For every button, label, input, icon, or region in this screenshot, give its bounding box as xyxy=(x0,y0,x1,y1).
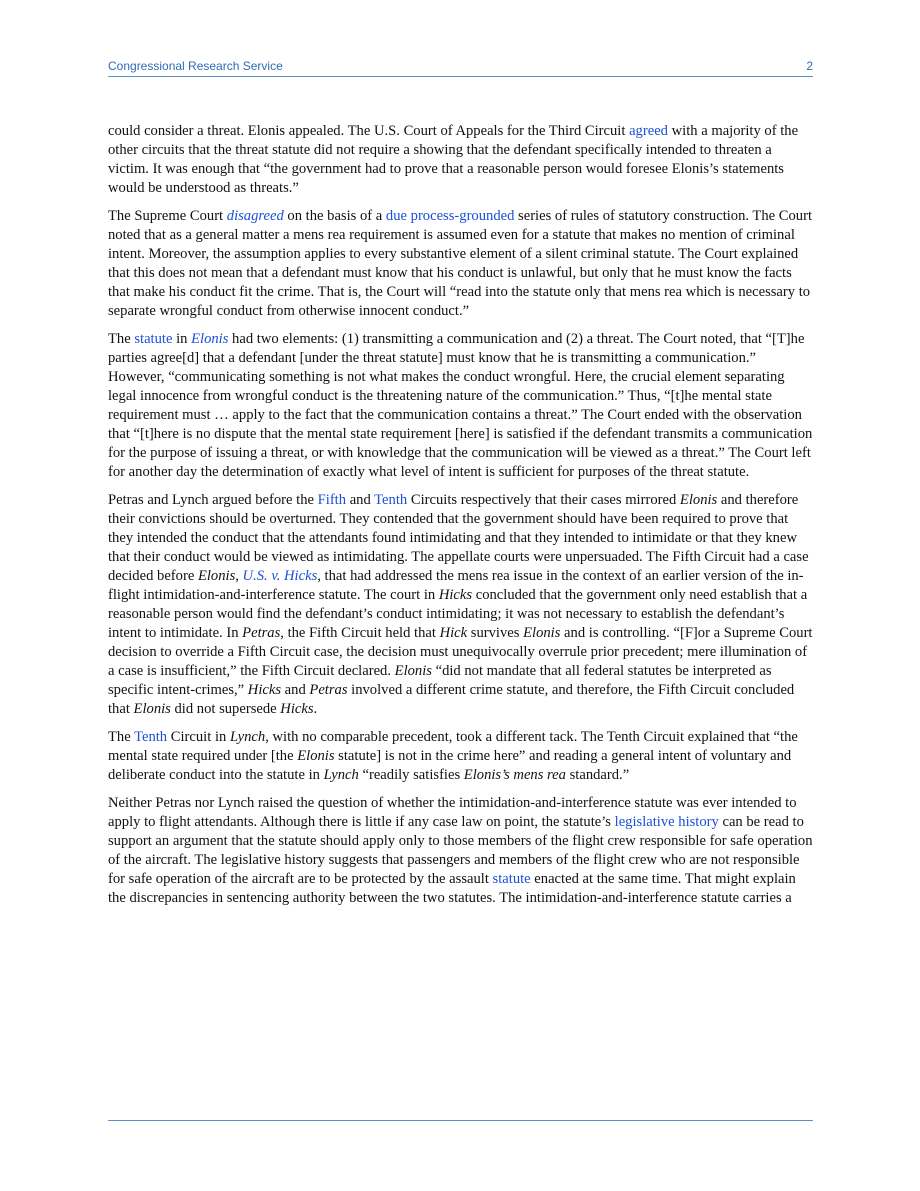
link-fifth-circuit[interactable]: Fifth xyxy=(317,492,347,508)
document-body xyxy=(108,122,814,917)
paragraph-2: The Supreme Court disagreed on the basis of a due process-grounded series of rules of statutory construction. The Court noted that as a general matter a mens rea requirement is assumed even for a statute that makes no mention of criminal intent. Moreover, the assumption applies to every substantive element of a silent criminal statute. The Court explained that this does not mean that a defendant must know that his conduct is unlawful, but only that he must know the facts that make his conduct fit the crime. That is, the Court will “read into the statute only that mens rea which is necessary to separate wrongful conduct from otherwise innocent conduct.” xyxy=(108,208,813,319)
link-disagreed[interactable]: disagreed xyxy=(226,208,284,224)
page-header xyxy=(108,56,813,77)
link-agreed[interactable]: agreed xyxy=(629,123,668,139)
link-tenth-circuit-2[interactable]: Tenth xyxy=(134,729,168,745)
link-legislative-history[interactable]: legislative history xyxy=(614,814,719,830)
paragraph-3: The statute in Elonis had two elements: (1) transmitting a communication and (2) a threat. The Court noted, that “[T]he parties agree[d] that a defendant [under the threat statute] must know that he is transmitting a communication.” However, “communicating something is not what makes the conduct wrongful. Here, the crucial element separating legal innocence from wrongful conduct is the threatening nature of the communication.” Thus, “[t]he mental state requirement must … apply to the fact that the communication contains a threat.” The Court ended with the observation that “[t]here is no dispute that the mental state requirement [here] is satisfied if the defendant transmits a communication for the purpose of issuing a threat, or with knowledge that the communication will be viewed as a threat.” The Court left for another day the determination of exactly what level of intent is sufficient for purposes of the threat statute. xyxy=(108,331,813,480)
paragraph-1: could consider a threat. Elonis appealed. The U.S. Court of Appeals for the Third Circuit agreed with a majority of the other circuits that the threat statute did not require a showing that the defendant specifically intended to threaten a victim. It was enough that “the government had to prove that a reasonable person would foresee Elonis’s statements would be understood as threats.” xyxy=(108,123,799,196)
link-elonis[interactable]: Elonis xyxy=(191,331,229,347)
paragraph-4: Petras and Lynch argued before the Fifth and Tenth Circuits respectively that their cases mirrored Elonis and therefore their convictions should be overturned. They contended that the government should have been required to prove that they intended the conduct that the attendants found intimidating and that they intended to intimidate or that they knew that their conduct would be viewed as intimidating. The appellate courts were unpersuaded. The Fifth Circuit had a case decided before Elonis, U.S. v. Hicks, that had addressed the mens rea issue in the context of an earlier version of the in-flight intimidation-and-interference statute. The court in Hicks concluded that the government only need establish that a reasonable person would find the defendant’s conduct intimidating; it was not necessary to establish the defendant’s intent to intimidate. In Petras, the Fifth Circuit held that Hick survives Elonis and is controlling. “[F]or a Supreme Court decision to override a Fifth Circuit case, the decision must unequivocally overrule prior precedent; mere illumination of a case is insufficient,” the Fifth Circuit declared. Elonis “did not mandate that all federal statutes be interpreted as specific intent-crimes,” Hicks and Petras involved a different crime statute, and therefore, the Fifth Circuit concluded that Elonis did not supersede Hicks. xyxy=(108,492,813,717)
paragraph-6: Neither Petras nor Lynch raised the question of whether the intimidation-and-interference statute was ever intended to apply to flight attendants. Although there is little if any case law on point, the statute’s legislative history can be read to support an argument that the statute should apply only to those members of the flight crew responsible for safe operation of the aircraft. The legislative history suggests that passengers and members of the flight crew who are not responsible for safe operation of the aircraft are to be protected by the assault statute enacted at the same time. That might explain the discrepancies in sentencing authority between the two statutes. The intimidation-and-interference statute carries a xyxy=(108,795,813,906)
link-statute[interactable]: statute xyxy=(134,331,173,347)
page-number: 2 xyxy=(806,59,813,73)
link-tenth-circuit[interactable]: Tenth xyxy=(374,492,408,508)
footer-divider xyxy=(108,1120,813,1121)
link-us-v-hicks[interactable]: U.S. v. Hicks xyxy=(242,568,318,584)
paragraph-5: The Tenth Circuit in Lynch, with no comparable precedent, took a different tack. The Tenth Circuit explained that “the mental state required under [the Elonis statute] is not in the crime here” and reading a general intent of voluntary and deliberate conduct into the statute in Lynch “readily satisfies Elonis’s mens rea standard.” xyxy=(108,729,798,783)
header-organization: Congressional Research Service xyxy=(108,59,283,73)
link-due-process-grounded[interactable]: due process-grounded xyxy=(385,208,515,224)
link-assault-statute[interactable]: statute xyxy=(492,871,531,887)
